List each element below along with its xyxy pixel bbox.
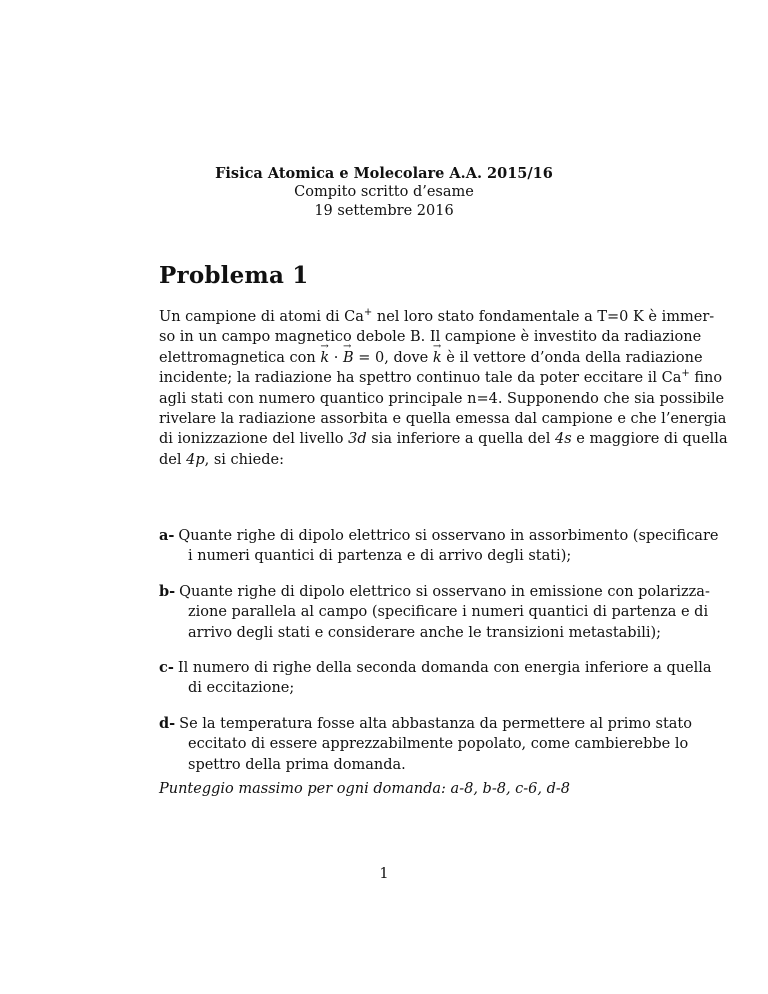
document-header [0,164,768,221]
question-c: c- Il numero di righe della seconda domanda con energia inferiore a quella di eccitazione; [159,659,712,697]
statement-line-4: incidente; la radiazione ha spettro continuo tale da poter eccitare il Ca+ fino [159,368,723,387]
question-label: c- [159,659,174,677]
question-label: a- [159,527,175,544]
problem-statement [159,307,728,470]
question-a: a- Quante righe di dipolo elettrico si osservano in assorbimento (specificare i numeri quantici di partenza e di arrivo degli stati); [159,527,719,565]
wave-vector-symbol-2: → k [433,348,442,368]
question-label: b- [159,582,176,600]
statement-line-1: Un campione di atomi di Ca+ nel loro stato fondamentale a T=0 K è immer- [159,307,715,325]
statement-line-7: di ionizzazione del livello 3d sia inferiore a quella del 4s e maggiore di quella [159,431,728,448]
question-b: b- Quante righe di dipolo elettrico si osservano in emissione con polarizza- zione parallela al campo (specificare i numeri quantici di partenza e di arrivo degli stati e considerare anche le transizioni metastabili); [159,582,710,641]
wave-vector-symbol: → k [320,348,329,368]
statement-line-8: del 4p, si chiede: [159,451,284,468]
statement-line-5: agli stati con numero quantico principale n=4. Supponendo che sia possibile [159,390,725,407]
exam-subtitle: Compito scritto d’esame [294,184,474,200]
page-number: 1 [379,866,389,882]
problem-heading: Problema 1 [159,262,309,289]
course-title: Fisica Atomica e Molecolare A.A. 2015/16 [215,165,553,182]
statement-line-2: so in un campo magnetico debole B. Il campione è investito da radiazione [159,329,702,346]
question-label: d- [159,714,176,732]
magnetic-field-symbol: → B [343,348,354,368]
scoring-note: Punteggio massimo per ogni domanda: a-8, b-8, c-6, d-8 [159,781,571,797]
statement-line-6: rivelare la radiazione assorbita e quella emessa dal campione e che l’energia [159,411,727,428]
statement-line-3: elettromagnetica con → k · → B = 0, dove → k è il vettore d’onda della radiazione [159,348,609,368]
question-d: d- Se la temperatura fosse alta abbastanza da permettere al primo stato eccitato di essere apprezzabilmente popolato, come cambierebbe lo spettro della prima domanda. [159,714,692,773]
exam-date: 19 settembre 2016 [314,203,454,219]
question-list [159,526,719,790]
